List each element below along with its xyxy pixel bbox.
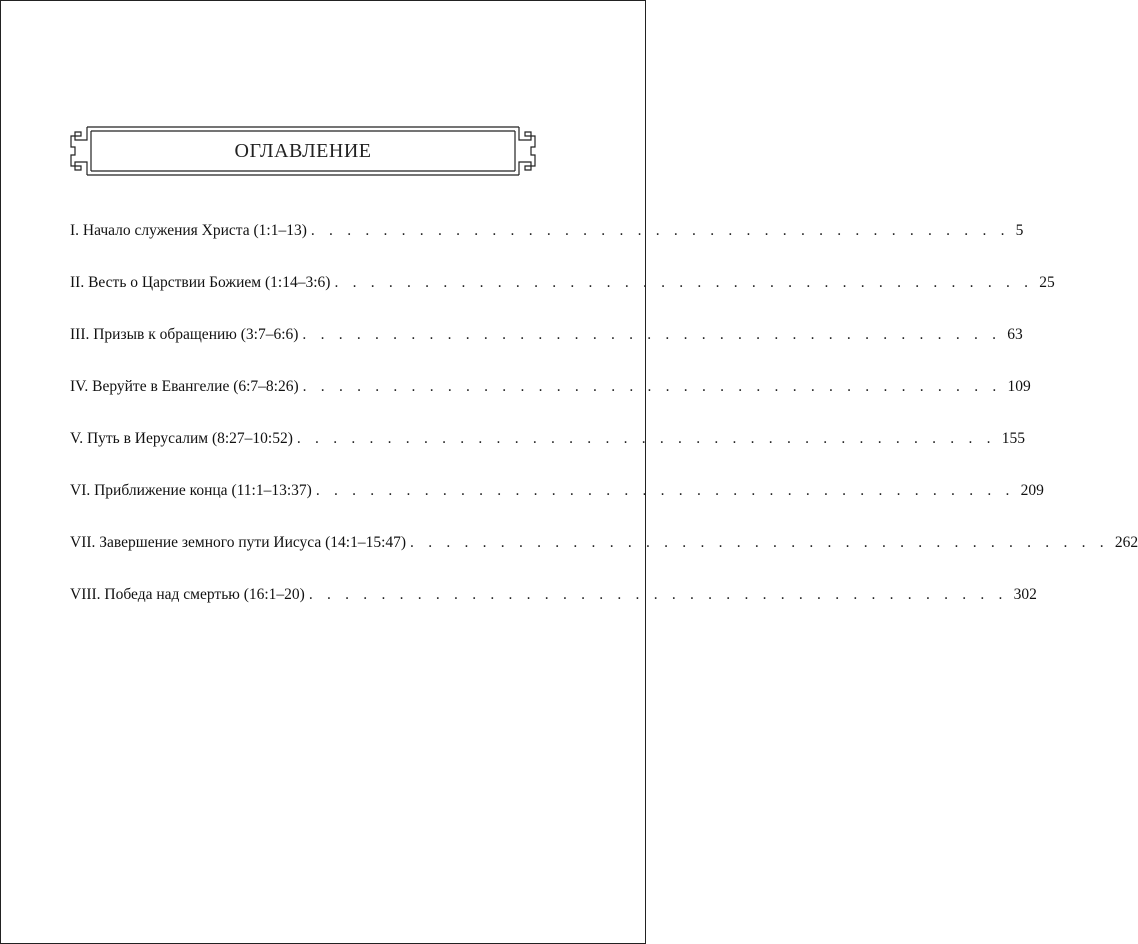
toc-entry-label: I. Начало служения Христа (1:1–13)	[70, 222, 307, 239]
table-of-contents	[70, 219, 1138, 635]
toc-entry-page: 25	[1039, 274, 1055, 291]
toc-entry-label: V. Путь в Иерусалим (8:27–10:52)	[70, 430, 293, 447]
toc-entry-label: VII. Завершение земного пути Иисуса (14:1–15:47)	[70, 534, 407, 551]
toc-entry-8[interactable]	[70, 583, 1037, 635]
toc-entry-page: 155	[1001, 430, 1025, 447]
toc-entry-5[interactable]	[70, 427, 1025, 479]
toc-entry-page: 63	[1007, 326, 1023, 343]
toc-entry-label: III. Призыв к обращению (3:7–6:6)	[70, 326, 299, 343]
toc-entry-page: 262	[1114, 534, 1138, 551]
page-title: ОГЛАВЛЕНИЕ	[234, 140, 372, 162]
dot-leader: . . . . . . . . . . . . . . . . . . . . . . . . . . . . . . . . . . . . . . .	[308, 586, 1008, 603]
toc-entry-2[interactable]	[70, 271, 1055, 323]
toc-entry-page: 109	[1007, 378, 1031, 395]
toc-entry-label: VIII. Победа над смертью (16:1–20)	[70, 586, 305, 603]
dot-leader: . . . . . . . . . . . . . . . . . . . . . . . . . . . . . . . . . . . . . . .	[302, 378, 1002, 395]
toc-entry-page: 5	[1015, 222, 1024, 239]
toc-entry-label: VI. Приближение конца (11:1–13:37)	[70, 482, 312, 499]
toc-entry-page: 209	[1020, 482, 1044, 499]
toc-entry-page: 302	[1013, 586, 1037, 603]
dot-leader: . . . . . . . . . . . . . . . . . . . . . . . . . . . . . . . . . . . . . . .	[296, 430, 996, 447]
toc-entry-1[interactable]	[70, 219, 1024, 271]
toc-entry-7[interactable]	[70, 531, 1138, 583]
toc-entry-3[interactable]	[70, 323, 1023, 375]
dot-leader: . . . . . . . . . . . . . . . . . . . . . . . . . . . . . . . . . . . . . . .	[302, 326, 1002, 343]
dot-leader: . . . . . . . . . . . . . . . . . . . . . . . . . . . . . . . . . . . . . . .	[310, 222, 1010, 239]
toc-entry-label: II. Весть о Царствии Божием (1:14–3:6)	[70, 274, 331, 291]
toc-entry-6[interactable]	[70, 479, 1044, 531]
dot-leader: . . . . . . . . . . . . . . . . . . . . . . . . . . . . . . . . . . . . . . .	[334, 274, 1034, 291]
toc-entry-4[interactable]	[70, 375, 1031, 427]
toc-entry-label: IV. Веруйте в Евангелие (6:7–8:26)	[70, 378, 299, 395]
title-frame	[67, 123, 539, 179]
dot-leader: . . . . . . . . . . . . . . . . . . . . . . . . . . . . . . . . . . . . . . .	[315, 482, 1015, 499]
dot-leader: . . . . . . . . . . . . . . . . . . . . . . . . . . . . . . . . . . . . . . .	[410, 534, 1109, 551]
